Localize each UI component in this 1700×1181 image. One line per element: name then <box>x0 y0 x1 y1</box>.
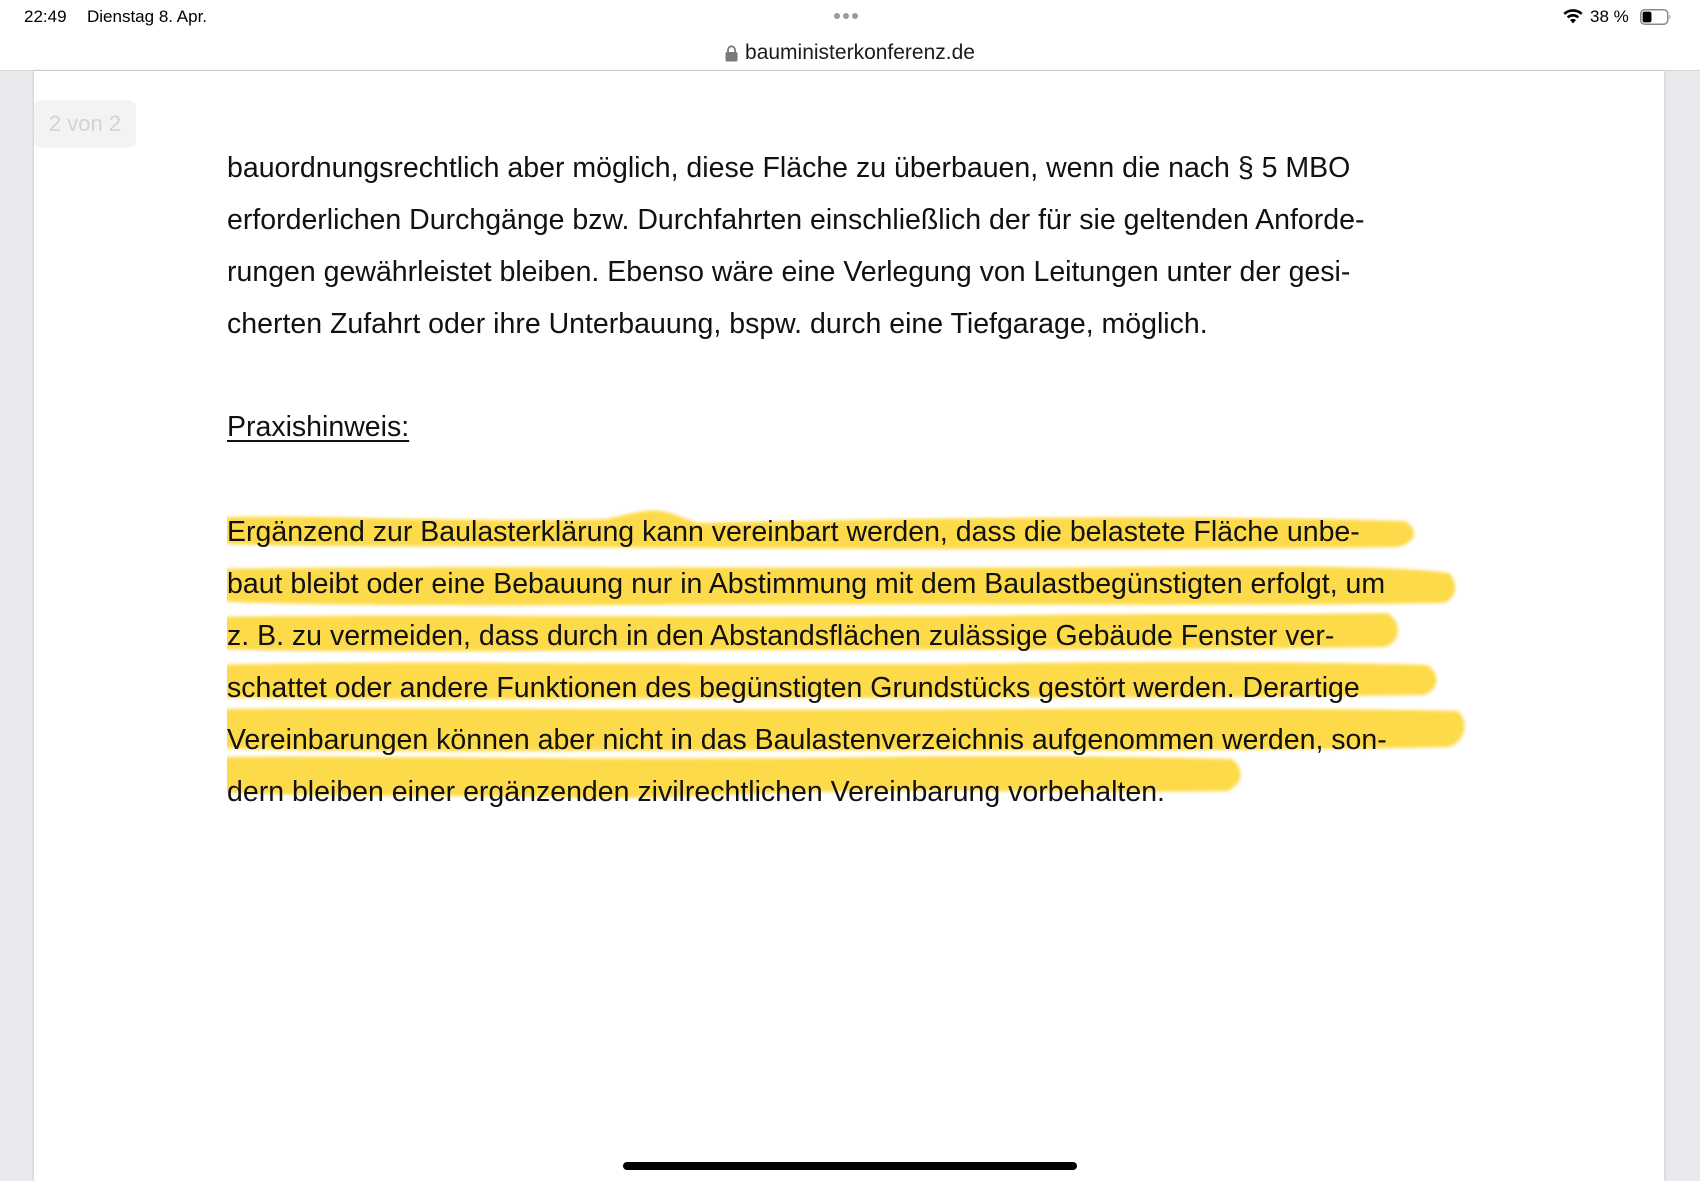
multitasking-dots-icon[interactable] <box>834 13 858 19</box>
status-date: Dienstag 8. Apr. <box>87 7 208 26</box>
paragraph-line: cherten Zufahrt oder ihre Unterbauung, bspw. durch eine Tiefgarage, möglich. <box>227 308 1208 340</box>
status-time: 22:49 <box>24 7 67 26</box>
lock-icon <box>725 45 738 62</box>
status-bar <box>0 0 1700 36</box>
battery-percent: 38 % <box>1590 7 1629 26</box>
highlighted-line: Vereinbarungen können aber nicht in das Baulastenverzeichnis aufgenommen werden, son- <box>227 724 1387 756</box>
pdf-viewer[interactable] <box>0 71 1700 1181</box>
highlighted-line: z. B. zu vermeiden, dass durch in den Abstandsflächen zulässige Gebäude Fenster ver- <box>227 620 1335 652</box>
wifi-icon <box>1562 7 1584 25</box>
url-text[interactable]: bauministerkonferenz.de <box>745 41 975 64</box>
highlighted-line: Ergänzend zur Baulasterklärung kann vereinbart werden, dass die belastete Fläche unbe- <box>227 516 1360 548</box>
paragraph-line: erforderlichen Durchgänge bzw. Durchfahrten einschließlich der für sie geltenden Anforde- <box>227 204 1365 236</box>
paragraph-line: bauordnungsrechtlich aber möglich, diese Fläche zu überbauen, wenn die nach § 5 MBO <box>227 152 1351 184</box>
home-indicator[interactable] <box>623 1162 1077 1170</box>
highlighted-line: baut bleibt oder eine Bebauung nur in Abstimmung mit dem Baulastbegünstigten erfolgt, um <box>227 568 1386 600</box>
section-heading: Praxishinweis: <box>227 411 410 443</box>
page-indicator: 2 von 2 <box>34 100 136 148</box>
paragraph-line: rungen gewährleistet bleiben. Ebenso wäre eine Verlegung von Leitungen unter der gesi- <box>227 256 1351 288</box>
highlighted-line: dern bleiben einer ergänzenden zivilrechtlichen Vereinbarung vorbehalten. <box>227 776 1165 808</box>
highlighted-line: schattet oder andere Funktionen des begünstigten Grundstücks gestört werden. Derartige <box>227 672 1360 704</box>
address-bar[interactable] <box>0 36 1700 71</box>
battery-icon <box>1640 9 1672 25</box>
